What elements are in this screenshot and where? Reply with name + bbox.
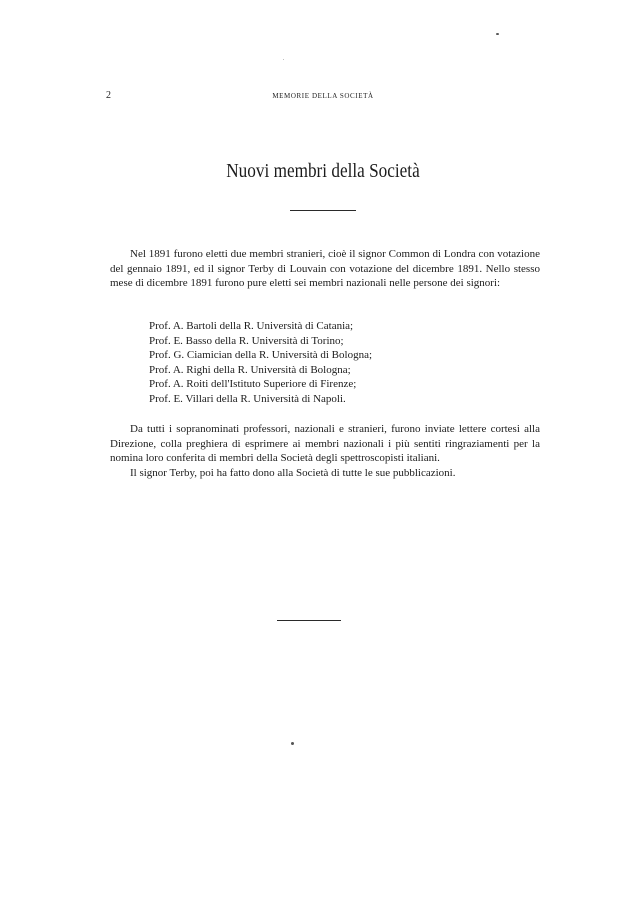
member-item: Prof. A. Righi della R. Università di Bologna; (149, 363, 351, 376)
title-rule-top (290, 210, 356, 211)
members-list (149, 319, 372, 406)
member-item: Prof. E. Basso della R. Università di Torino; (149, 334, 344, 347)
ink-speck (496, 33, 499, 35)
closing-block (110, 422, 540, 480)
end-rule (277, 620, 341, 621)
ink-speck (283, 59, 284, 60)
ink-speck (291, 742, 294, 745)
intro-paragraph: Nel 1891 furono eletti due membri stranieri, cioè il signor Common di Londra con votazione del gennaio 1891, ed il signor Terby di Louvain con votazione del dicembre 1891. Nello stesso mese di dicembre 1891 furono pure eletti sei membri nazionali nelle persone dei signori: (110, 248, 540, 289)
running-header: MEMORIE DELLA SOCIETÀ (272, 92, 374, 100)
member-item: Prof. G. Ciamician della R. Università di Bologna; (149, 349, 373, 361)
member-item: Prof. E. Villari della R. Università di Napoli. (149, 392, 346, 405)
closing-paragraph: Da tutti i sopranominati professori, nazionali e stranieri, furono inviate lettere cortesi alla Direzione, colla preghiera di esprimere ai membri nazionali i più sentiti ringraziamenti per la nomina loro conferita di membri della Società degli spettroscopisti italiani. (110, 423, 540, 464)
article-title: Nuovi membri della Società (226, 160, 420, 182)
member-item: Prof. A. Roiti dell'Istituto Superiore di Firenze; (149, 378, 357, 390)
final-paragraph: Il signor Terby, poi ha fatto dono alla Società di tutte le sue pubblicazioni. (130, 466, 456, 479)
page-number: 2 (106, 90, 111, 101)
member-item: Prof. A. Bartoli della R. Università di Catania; (149, 320, 354, 332)
